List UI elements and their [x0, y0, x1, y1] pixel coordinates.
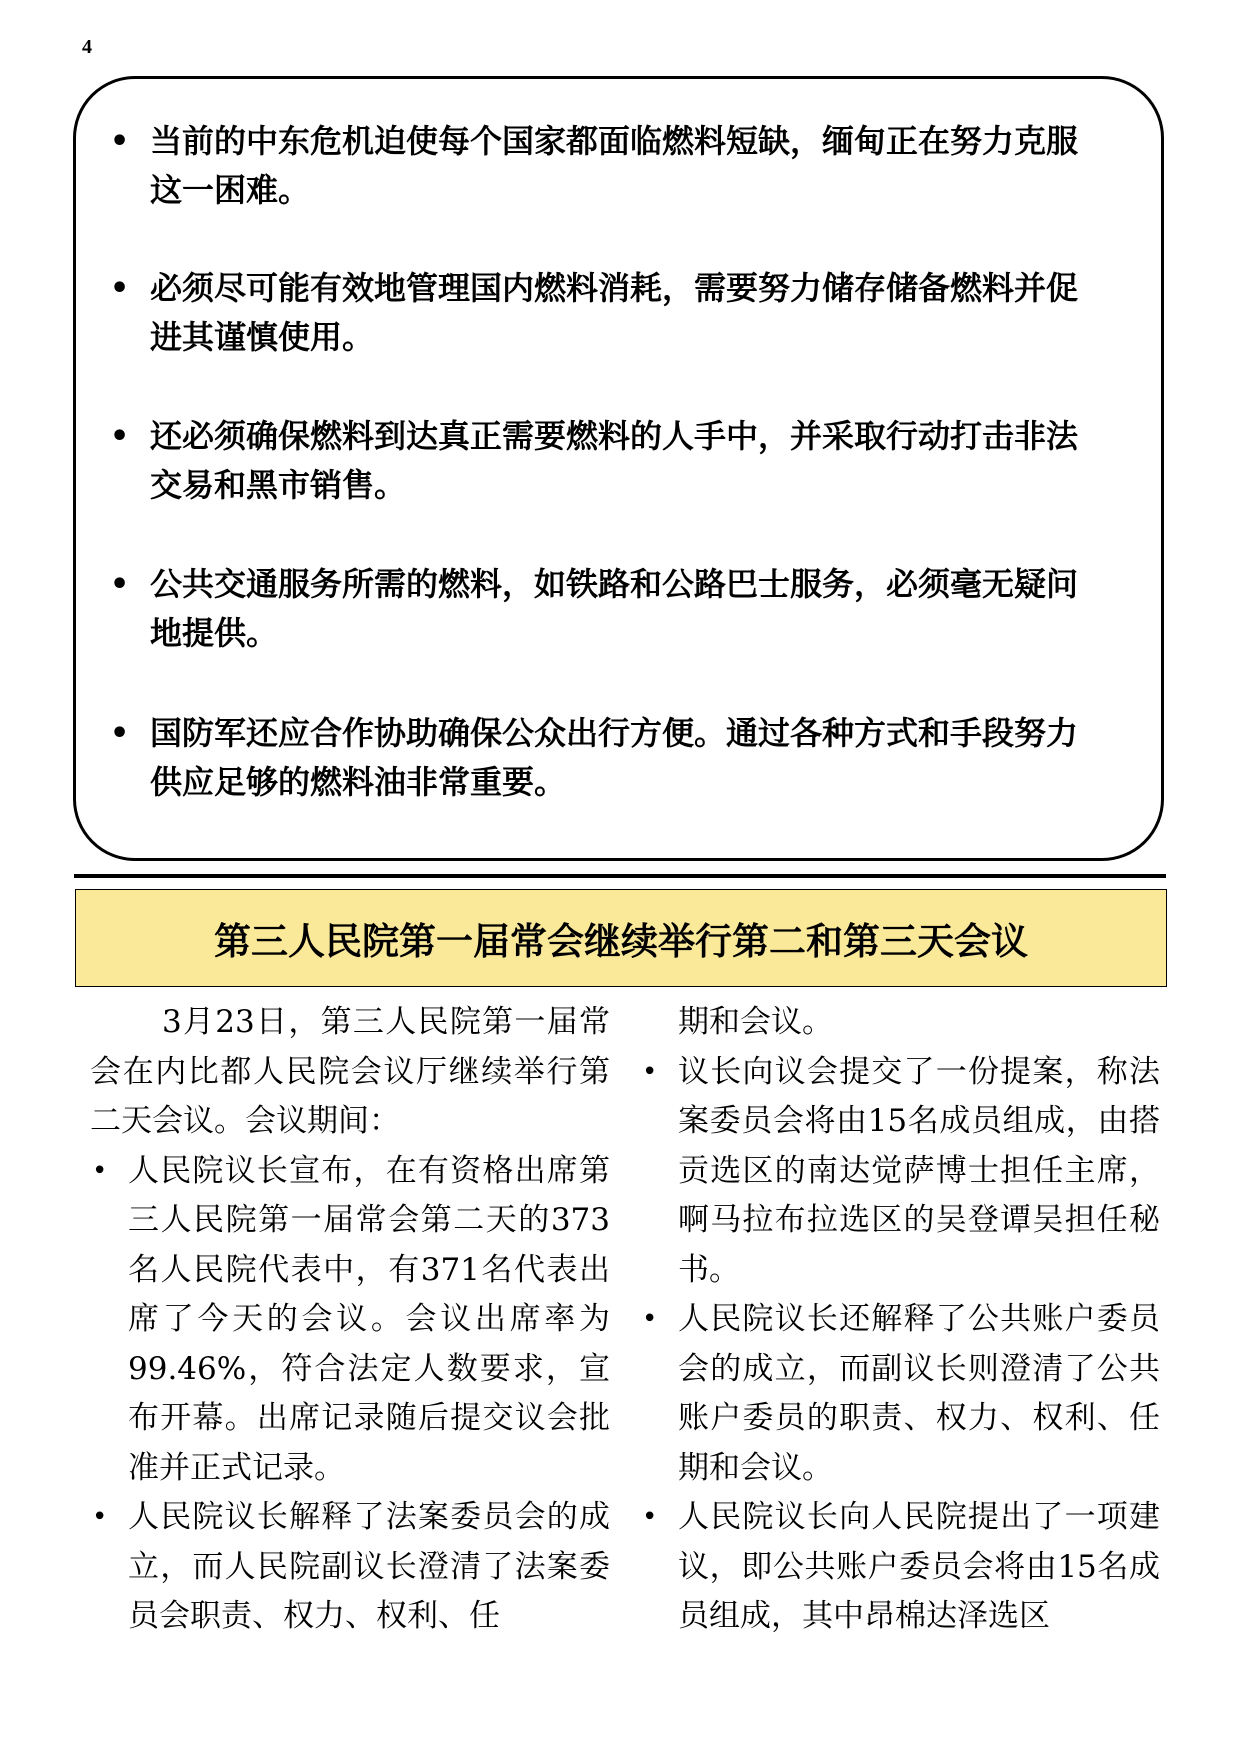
fuel-notice-text: 公共交通服务所需的燃料，如铁路和公路巴士服务，必须毫无疑问 [150, 565, 1079, 603]
fuel-notice-item [110, 264, 1150, 362]
bullet-dot: • [110, 271, 130, 306]
fuel-notice-text: 这一困难。 [150, 171, 311, 209]
fuel-notice-text: 必须尽可能有效地管理国内燃料消耗，需要努力储存储备燃料并促 [150, 269, 1079, 307]
article-bullet-text: 人民院议长还解释了公共账户委员会的成立，而副议长则澄清了公共账户委员的职责、权力、权利、任期和会议。 [678, 1301, 1160, 1486]
fuel-notice-item [110, 560, 1150, 658]
article-headline: 第三人民院第一届常会继续举行第二和第三天会议 [75, 889, 1167, 987]
bullet-dot: • [642, 1502, 658, 1532]
bullet-dot: • [92, 1155, 108, 1186]
fuel-notice-text: 进其谨慎使用。 [150, 318, 375, 356]
fuel-notice-item [110, 117, 1150, 215]
article-bullet-item [90, 1147, 610, 1494]
bullet-dot: • [110, 124, 130, 159]
fuel-notice-item [110, 709, 1150, 807]
article-bullet-text: 议长向议会提交了一份提案，称法案委员会将由15名成员组成，由搭贡选区的南达觉萨博士担任主席，啊马拉布拉选区的吴登谭吴担任秘书。 [678, 1053, 1160, 1288]
article-bullet-item [640, 1295, 1160, 1493]
article-column-left [90, 998, 610, 1642]
page-number: 4 [82, 36, 92, 58]
article-bullet-list [640, 1048, 1160, 1642]
bullet-dot: • [642, 1056, 658, 1087]
fuel-notice-text: 当前的中东危机迫使每个国家都面临燃料短缺，缅甸正在努力克服 [150, 122, 1079, 160]
bullet-dot: • [110, 419, 130, 454]
fuel-notice-text: 地提供。 [150, 614, 279, 652]
fuel-notice-text: 国防军还应合作协助确保公众出行方便。通过各种方式和手段努力 [150, 714, 1079, 752]
fuel-notice-text: 交易和黑市销售。 [150, 466, 407, 504]
article-column-right [640, 998, 1160, 1642]
article-bullet-item [90, 1493, 610, 1642]
fuel-notice-text: 供应足够的燃料油非常重要。 [150, 763, 567, 801]
article-bullet-text: 人民院议长向人民院提出了一项建议，即公共账户委员会将由15名成员组成，其中昂棉达泽选区 [678, 1499, 1160, 1634]
article-bullet-text: 人民院议长宣布，在有资格出席第三人民院第一届常会第二天的373名人民院代表中，有371名代表出席了今天的会议。会议出席率为99.46%，符合法定人数要求，宣布开幕。出席记录随后提交议会批准并正式记录。 [128, 1152, 610, 1486]
fuel-notice-text: 还必须确保燃料到达真正需要燃料的人手中，并采取行动打击非法 [150, 417, 1079, 455]
article-bullet-list [90, 1147, 610, 1642]
section-divider [74, 874, 1166, 878]
article-continuation: 期和会议。 [678, 1004, 833, 1040]
article-bullet-text: 人民院议长解释了法案委员会的成立，而人民院副议长澄清了法案委员会职责、权力、权利、任 [128, 1499, 610, 1634]
bullet-dot: • [642, 1304, 658, 1334]
bullet-dot: • [110, 716, 130, 751]
article-bullet-item [640, 1048, 1160, 1296]
bullet-dot: • [92, 1502, 108, 1532]
article-intro: 3月23日，第三人民院第一届常会在内比都人民院会议厅继续举行第二天会议。会议期间： [90, 1004, 610, 1139]
fuel-notice-item [110, 412, 1150, 510]
article-bullet-item [640, 1493, 1160, 1642]
bullet-dot: • [110, 567, 130, 602]
fuel-notice-box [73, 76, 1164, 861]
